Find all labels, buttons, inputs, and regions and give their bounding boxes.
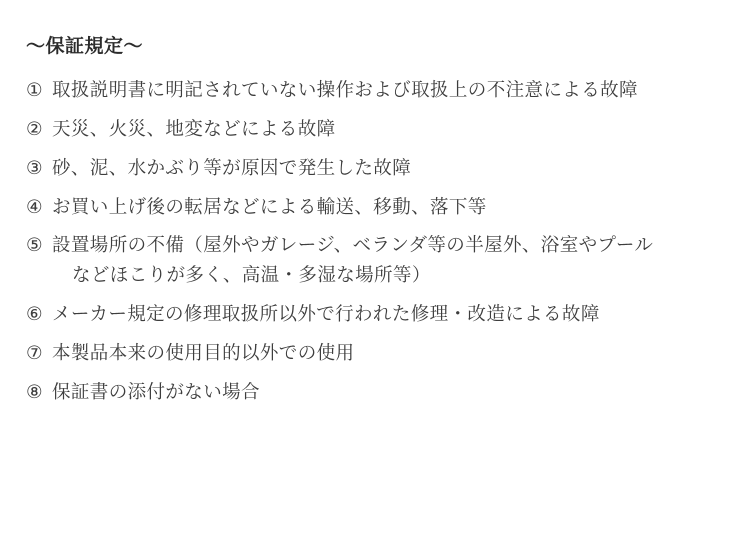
clause-marker: ① [26, 78, 43, 100]
clause-line: 設置場所の不備（屋外やガレージ、ベランダ等の半屋外、浴室やプール [52, 234, 654, 256]
clause-marker: ⑤ [26, 234, 43, 256]
list-item [26, 299, 724, 329]
clause-text [52, 153, 724, 183]
clause-text [52, 114, 724, 144]
clause-line: 取扱説明書に明記されていない操作および取扱上の不注意による故障 [52, 78, 638, 100]
clause-line: などほこりが多く、高温・多湿な場所等） [72, 264, 431, 286]
clause-line: 本製品本来の使用目的以外での使用 [52, 342, 355, 364]
clause-text [52, 192, 724, 222]
clause-marker: ⑥ [26, 303, 43, 325]
clause-line: 保証書の添付がない場合 [52, 381, 260, 403]
clause-text [52, 377, 724, 407]
list-item [26, 230, 724, 290]
clause-marker: ② [26, 117, 43, 139]
list-item [26, 153, 724, 183]
clause-marker: ③ [26, 156, 43, 178]
clause-line: 砂、泥、水かぶり等が原因で発生した故障 [52, 156, 412, 178]
list-item [26, 192, 724, 222]
clause-text [52, 299, 724, 329]
page-title: 〜保証規定〜 [26, 36, 144, 57]
list-item [26, 114, 724, 144]
clause-text [52, 230, 724, 290]
list-item [26, 338, 724, 368]
clause-marker: ⑦ [26, 342, 43, 364]
clause-marker: ⑧ [26, 381, 43, 403]
list-item [26, 75, 724, 105]
warranty-clause-list [26, 75, 724, 408]
list-item [26, 377, 724, 407]
clause-text [52, 338, 724, 368]
clause-text [52, 75, 724, 105]
clause-line: メーカー規定の修理取扱所以外で行われた修理・改造による故障 [52, 303, 600, 325]
clause-marker: ④ [26, 195, 43, 217]
clause-line: お買い上げ後の転居などによる輸送、移動、落下等 [52, 195, 487, 217]
clause-line: 天災、火災、地変などによる故障 [52, 117, 336, 139]
